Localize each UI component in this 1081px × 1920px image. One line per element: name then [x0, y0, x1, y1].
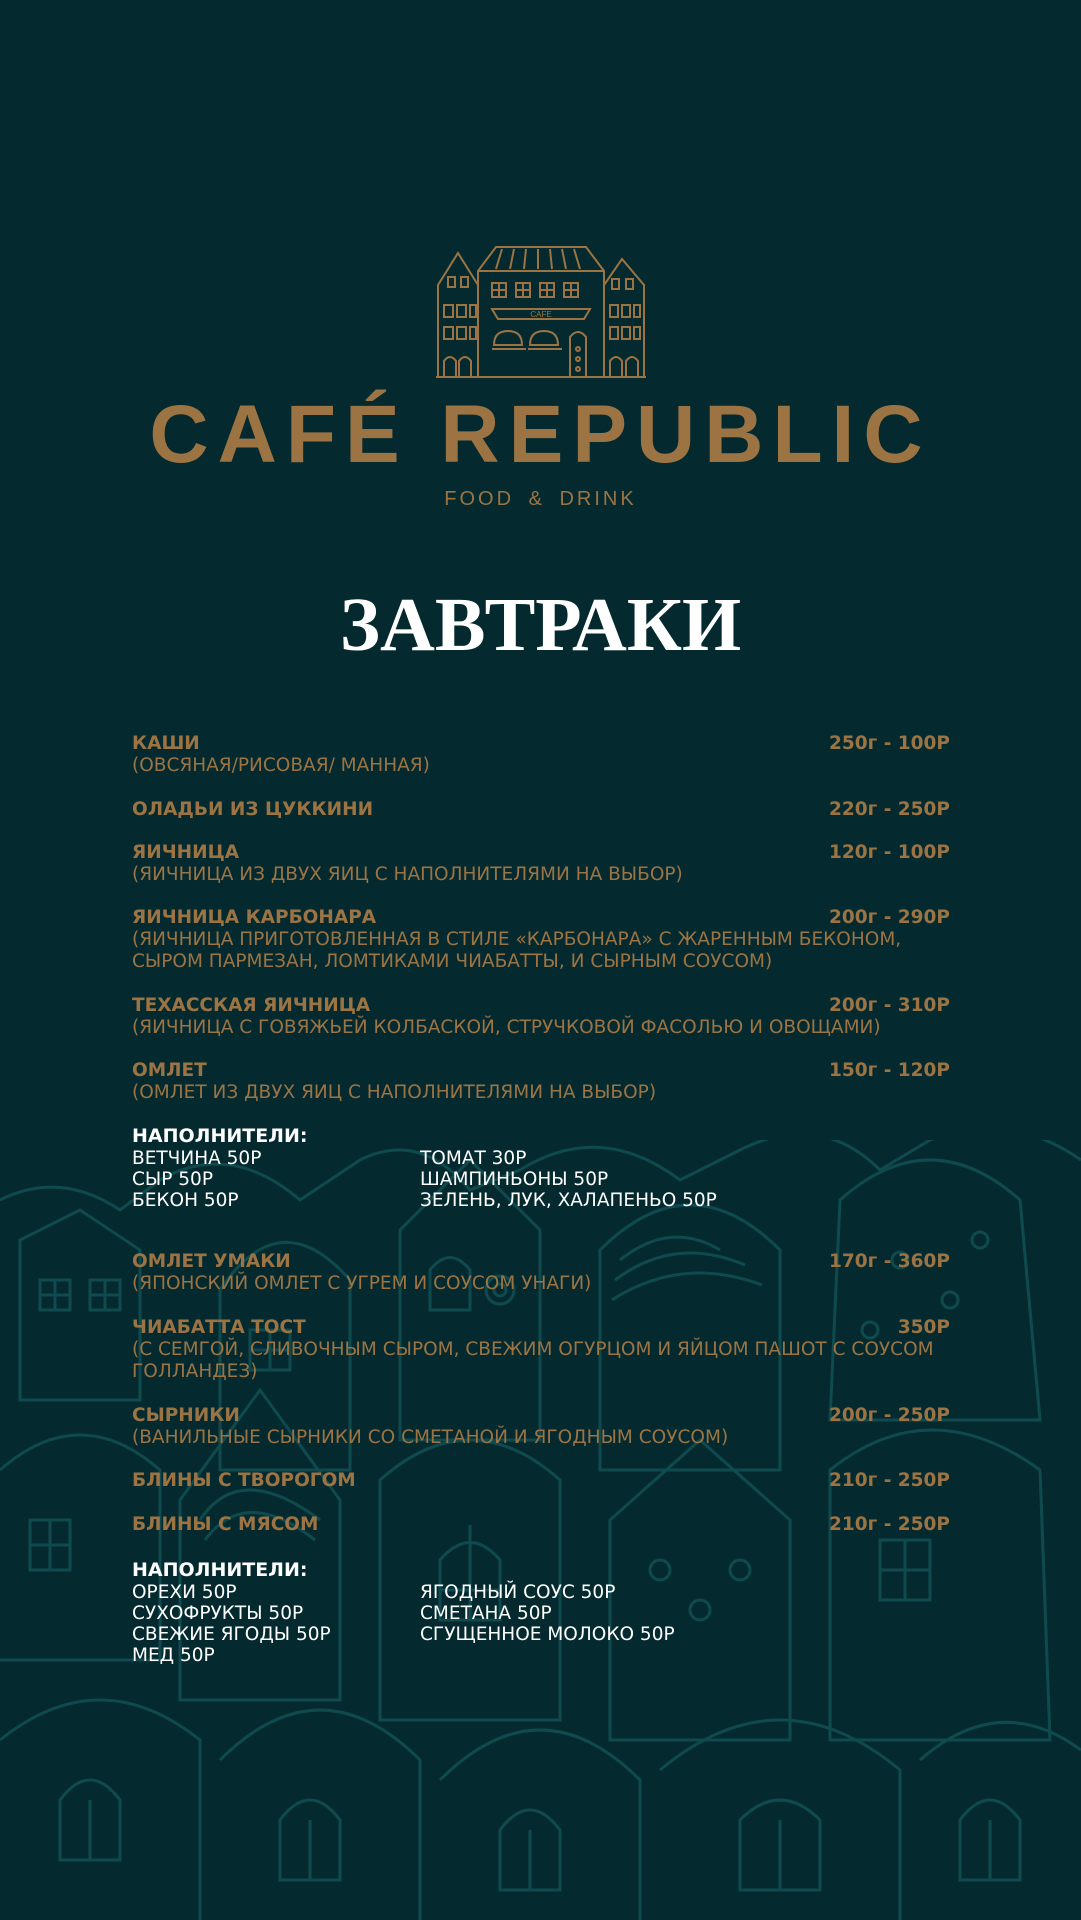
filling-item: СГУЩЕННОЕ МОЛОКО 50Р [420, 1624, 675, 1645]
item-description: СЫРОМ ПАРМЕЗАН, ЛОМТИКАМИ ЧИАБАТТЫ, И СЫРНЫМ СОУСОМ) [132, 951, 773, 972]
item-price: 220г - 250Р [828, 799, 950, 820]
item-price: 350Р [897, 1317, 950, 1338]
filling-item: БЕКОН 50Р [132, 1190, 239, 1211]
menu-item-blini-tvorog [132, 1470, 950, 1492]
item-description: (ЯИЧНИЦА ИЗ ДВУХ ЯИЦ С НАПОЛНИТЕЛЯМИ НА ВЫБОР) [132, 864, 683, 885]
section-title: ЗАВТРАКИ [339, 583, 742, 667]
item-price: 150г - 120Р [828, 1060, 950, 1081]
cafe-building-logo-icon [436, 245, 646, 380]
fillings-pancakes [132, 1559, 950, 1666]
menu-item-umaki-omelette [132, 1251, 950, 1295]
filling-item: ЗЕЛЕНЬ, ЛУК, ХАЛАПЕНЬО 50Р [420, 1190, 717, 1211]
item-name: ЯИЧНИЦА [132, 842, 240, 863]
filling-item: ЯГОДНЫЙ СОУС 50Р [420, 1582, 616, 1603]
fillings-left-column [132, 1148, 420, 1211]
item-price: 200г - 310Р [828, 995, 950, 1016]
item-name: ОЛАДЬИ ИЗ ЦУККИНИ [132, 799, 374, 820]
filling-item: МЕД 50Р [132, 1645, 215, 1666]
filling-item: СЫР 50Р [132, 1169, 213, 1190]
item-description: (ВАНИЛЬНЫЕ СЫРНИКИ СО СМЕТАНОЙ И ЯГОДНЫМ СОУСОМ) [132, 1427, 729, 1448]
item-name: БЛИНЫ С ТВОРОГОМ [132, 1470, 356, 1491]
fillings-right-column [420, 1582, 708, 1666]
item-price: 210г - 250Р [828, 1470, 950, 1491]
filling-item: СУХОФРУКТЫ 50Р [132, 1603, 304, 1624]
fillings-title: НАПОЛНИТЕЛИ: [132, 1125, 308, 1147]
menu-item-texas-eggs [132, 995, 950, 1039]
item-description: ГОЛЛАНДЕЗ) [132, 1361, 258, 1382]
menu-item-blini-meat [132, 1514, 950, 1536]
menu-item-fried-eggs [132, 842, 950, 886]
fillings-left-column [132, 1582, 420, 1666]
item-name: БЛИНЫ С МЯСОМ [132, 1514, 319, 1535]
item-price: 250г - 100Р [828, 733, 950, 754]
item-name: ОМЛЕТ УМАКИ [132, 1251, 291, 1272]
menu-item-syrniki [132, 1405, 950, 1449]
filling-item: СВЕЖИЕ ЯГОДЫ 50Р [132, 1624, 331, 1645]
fillings-right-column [420, 1148, 717, 1211]
filling-item: СМЕТАНА 50Р [420, 1603, 552, 1624]
item-price: 210г - 250Р [828, 1514, 950, 1535]
brand-name: CAFÉ REPUBLIC [149, 389, 932, 480]
item-name: ЯИЧНИЦА КАРБОНАРА [132, 907, 377, 928]
menu-item-kashi [132, 733, 950, 777]
item-price: 200г - 250Р [828, 1405, 950, 1426]
logo-sign-text: CAFE [529, 310, 552, 319]
item-name: ОМЛЕТ [132, 1060, 207, 1081]
menu-item-zucchini-pancakes [132, 799, 950, 821]
item-price: 200г - 290Р [828, 907, 950, 928]
item-name: ЧИАБАТТА ТОСТ [132, 1317, 306, 1338]
filling-item: ШАМПИНЬОНЫ 50Р [420, 1169, 609, 1190]
item-description: (ОМЛЕТ ИЗ ДВУХ ЯИЦ С НАПОЛНИТЕЛЯМИ НА ВЫБОР) [132, 1082, 657, 1103]
filling-item: ОРЕХИ 50Р [132, 1582, 237, 1603]
item-price: 170г - 360Р [828, 1251, 950, 1272]
logo [0, 245, 1081, 380]
item-description: (ОВСЯНАЯ/РИСОВАЯ/ МАННАЯ) [132, 755, 430, 776]
item-description: (ЯИЧНИЦА ПРИГОТОВЛЕННАЯ В СТИЛЕ «КАРБОНАРА» С ЖАРЕННЫМ БЕКОНОМ, [132, 929, 902, 950]
brand-tagline: FOOD & DRINK [444, 488, 637, 510]
item-description: (ЯПОНСКИЙ ОМЛЕТ С УГРЕМ И СОУСОМ УНАГИ) [132, 1273, 592, 1294]
fillings-title: НАПОЛНИТЕЛИ: [132, 1559, 308, 1581]
item-name: КАШИ [132, 733, 200, 754]
fillings-eggs [132, 1125, 950, 1211]
filling-item: ВЕТЧИНА 50Р [132, 1148, 262, 1169]
menu-item-omelette [132, 1060, 950, 1104]
item-price: 120г - 100Р [828, 842, 950, 863]
menu-item-eggs-carbonara [132, 907, 950, 973]
item-name: ТЕХАССКАЯ ЯИЧНИЦА [132, 995, 371, 1016]
item-description: (ЯИЧНИЦА С ГОВЯЖЬЕЙ КОЛБАСКОЙ, СТРУЧКОВОЙ ФАСОЛЬЮ И ОВОЩАМИ) [132, 1017, 881, 1038]
item-name: СЫРНИКИ [132, 1405, 240, 1426]
menu-item-ciabatta-toast [132, 1317, 950, 1383]
filling-item: ТОМАТ 30Р [420, 1148, 527, 1169]
item-description: (С СЕМГОЙ, СЛИВОЧНЫМ СЫРОМ, СВЕЖИМ ОГУРЦОМ И ЯЙЦОМ ПАШОТ С СОУСОМ [132, 1339, 934, 1360]
